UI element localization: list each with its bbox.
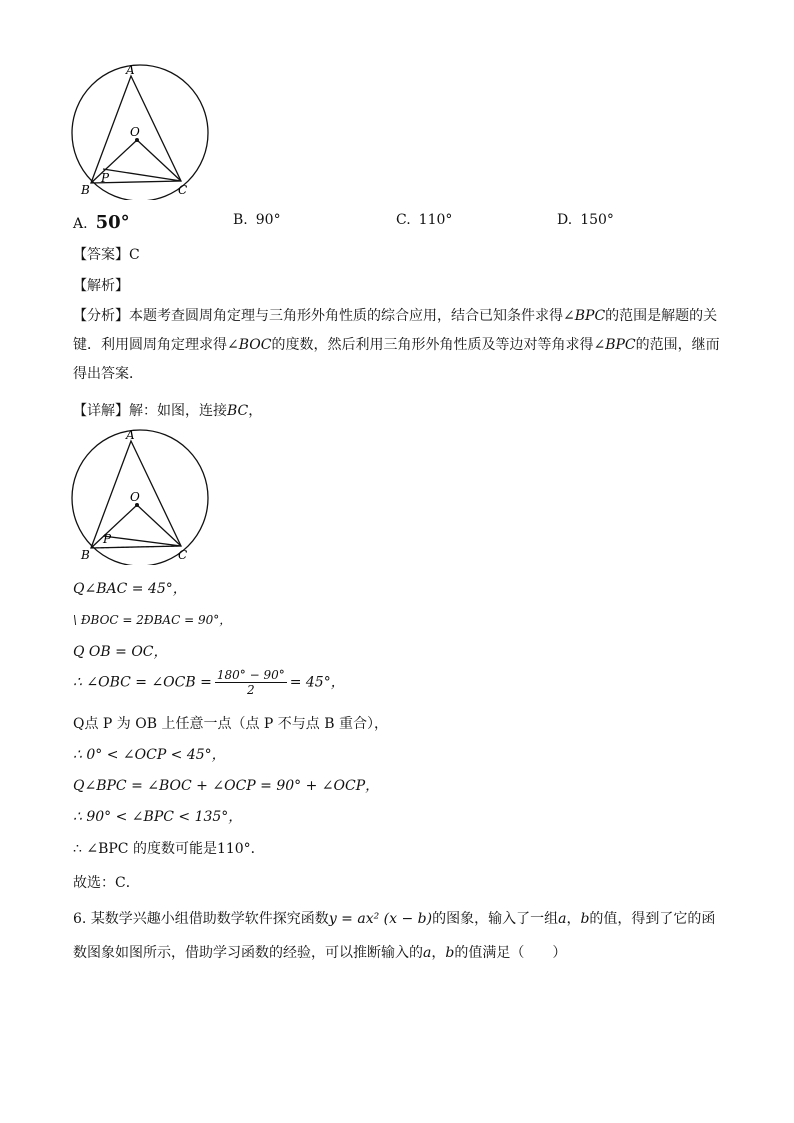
answer-value: C [129, 247, 140, 263]
question-6-text-5: 的值满足（ ） [454, 945, 567, 961]
label-o: O [130, 490, 140, 504]
step-4 [73, 668, 345, 697]
step-6: ∴ 0° < ∠OCP < 45°， [73, 747, 226, 763]
label-a: A [126, 428, 135, 442]
question-6-text-3: 的值，得到了它的函 [589, 911, 716, 927]
analysis-text-3: 的度数，然后利用三角形外角性质及等边对等角求得 [271, 337, 594, 353]
step-4-fraction [215, 668, 287, 697]
analysis-angle-1: ∠BPC [563, 308, 606, 324]
label-p: P [101, 171, 110, 185]
option-b-letter: B. [233, 212, 248, 228]
option-a-letter: A. [73, 216, 88, 232]
option-c-value: 110° [418, 212, 453, 228]
question-6-text-4: 数图象如图所示，借助学习函数的经验，可以推断输入的 [73, 945, 423, 961]
segment-oc [137, 505, 181, 546]
circle-figure-top [60, 60, 220, 200]
segment-pc [103, 536, 181, 546]
detail-line [73, 400, 262, 420]
step-3: Q OB = OC， [73, 644, 168, 660]
answer-tag: 【答案】 [73, 247, 129, 263]
step-5: Q点 P 为 OB 上任意一点（点 P 不与点 B 重合）， [73, 716, 388, 732]
analysis-tag: 【分析】 [73, 308, 129, 324]
option-b[interactable] [233, 212, 281, 228]
analysis-text-1: 本题考查圆周角定理与三角形外角性质的综合应用，结合已知条件求得 [129, 308, 563, 324]
step-7: Q∠BPC = ∠BOC + ∠OCP = 90° + ∠OCP， [73, 778, 380, 794]
step-4-right: = 45°， [289, 674, 345, 691]
step-10: 故选：C． [73, 875, 140, 891]
question-6-var-b2: b [445, 945, 455, 961]
label-p: P [103, 532, 112, 546]
label-o: O [130, 125, 140, 139]
analysis-angle-2: ∠BOC [227, 337, 272, 353]
option-b-value: 90° [255, 212, 281, 228]
option-d-letter: D. [557, 212, 573, 228]
question-6-var-a2: a [423, 945, 432, 961]
question-6-var-a: a [558, 911, 567, 927]
analysis-paragraph [73, 302, 725, 389]
label-b: B [81, 183, 90, 197]
question-6-comma2: ， [431, 945, 446, 961]
detail-segment: BC [227, 403, 249, 419]
step-9: ∴ ∠BPC 的度数可能是110°． [73, 841, 265, 857]
detail-tag: 【详解】 [73, 403, 129, 419]
step-1: Q∠BAC = 45°， [73, 581, 187, 597]
option-c[interactable] [396, 212, 452, 228]
step-4-left: ∴ ∠OBC = ∠OCB = [73, 674, 212, 691]
circle-figure-detail [60, 425, 220, 565]
option-a[interactable] [73, 212, 130, 233]
analysis-text-2: 的范围是解题的关键．利用圆周角定理求得 [73, 308, 718, 353]
option-a-value: 50° [95, 212, 130, 233]
question-6-number: 6. [73, 911, 87, 927]
detail-text: 解：如图，连接 [129, 403, 227, 419]
question-6 [73, 902, 725, 970]
segment-ob [91, 140, 137, 183]
question-6-function: y = ax² (x − b) [328, 911, 433, 927]
label-a: A [126, 63, 135, 77]
question-6-comma: ， [566, 911, 581, 927]
question-6-var-b: b [580, 911, 590, 927]
label-c: C [178, 548, 188, 562]
detail-punct: ， [248, 403, 263, 419]
step-2: \ ÐBOC = 2ÐBAC = 90°， [73, 613, 232, 627]
step-8: ∴ 90° < ∠BPC < 135°， [73, 809, 243, 825]
question-6-text-2: 的图象，输入了一组 [432, 911, 559, 927]
question-6-text-1: 某数学兴趣小组借助数学软件探究函数 [90, 911, 329, 927]
segment-ob [91, 505, 137, 548]
option-c-letter: C. [396, 212, 411, 228]
analysis-angle-3: ∠BPC [593, 337, 636, 353]
label-b: B [81, 548, 90, 562]
analysis-heading: 【解析】 [73, 278, 129, 294]
option-d-value: 150° [580, 212, 614, 228]
analysis-text-4: 的范围，继而得出答案． [73, 337, 720, 382]
step-4-denominator: 2 [246, 683, 255, 697]
step-4-numerator: 180° − 90° [216, 668, 285, 682]
option-d[interactable] [557, 212, 614, 228]
label-c: C [178, 183, 188, 197]
answer-line [73, 244, 140, 264]
